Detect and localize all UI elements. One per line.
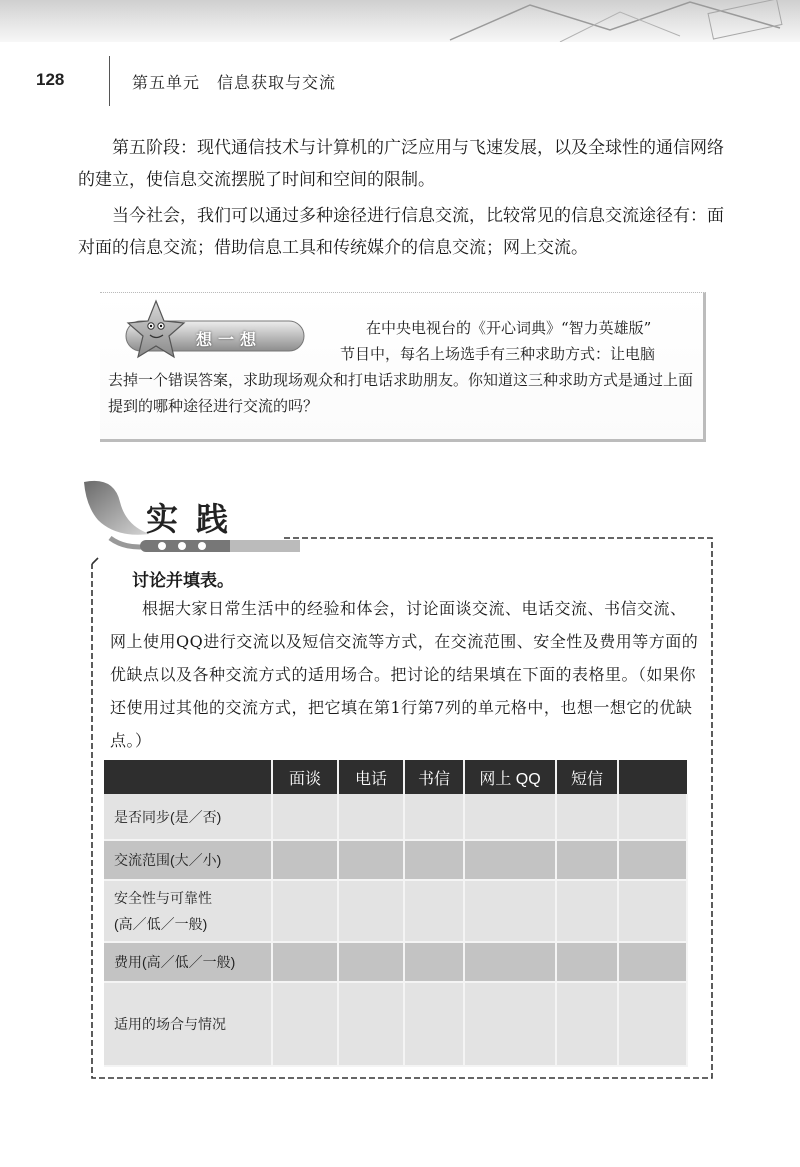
table-header-cell: 面谈 (272, 760, 338, 794)
row-label: 是否同步(是／否) (104, 794, 272, 840)
table-row (104, 840, 687, 880)
table-cell[interactable] (618, 840, 687, 880)
table-cell[interactable] (464, 880, 556, 942)
table-cell[interactable] (404, 880, 464, 942)
table-cell[interactable] (338, 982, 404, 1066)
table-cell[interactable] (464, 942, 556, 982)
table-cell[interactable] (338, 942, 404, 982)
task-description: 根据大家日常生活中的经验和体会，讨论面谈交流、电话交流、书信交流、网上使用QQ进行交流以及短信交流等方式，在交流范围、安全性及费用等方面的优缺点以及各种交流方式的适用场合。把讨论的结果填在下面的表格里。（如果你还使用过其他的交流方式，把它填在第1行第7列的单元格中，也想一想它的优缺点。） (110, 599, 699, 750)
table-cell[interactable] (338, 794, 404, 840)
table-row (104, 880, 687, 942)
table-cell[interactable] (272, 880, 338, 942)
table-header-cell (618, 760, 687, 794)
row-label (104, 880, 272, 942)
row-label-line: (高／低／一般) (114, 916, 208, 932)
table-header-cell: 电话 (338, 760, 404, 794)
task-title: 讨论并填表。 (132, 571, 234, 591)
paragraph-communication-ways: 当今社会，我们可以通过多种途径进行信息交流，比较常见的信息交流途径有：面对面的信息交流；借助信息工具和传统媒介的信息交流；网上交流。 (78, 206, 724, 258)
paragraph-stage-five: 第五阶段：现代通信技术与计算机的广泛应用与飞速发展，以及全球性的通信网络的建立，使信息交流摆脱了时间和空间的限制。 (78, 138, 724, 190)
top-decorative-band (0, 0, 800, 42)
table-row (104, 982, 687, 1066)
table-header-row (104, 760, 687, 794)
table-cell[interactable] (618, 794, 687, 840)
table-cell[interactable] (272, 794, 338, 840)
table-cell[interactable] (338, 880, 404, 942)
table-cell[interactable] (464, 982, 556, 1066)
comparison-table (104, 760, 688, 1067)
table-cell[interactable] (272, 942, 338, 982)
practice-title: 实践 (146, 500, 247, 538)
think-badge-label: 想一想 (196, 332, 263, 349)
think-line-2: 节目中，每名上场选手有三种求助方式：让电脑 (340, 345, 656, 363)
table-cell[interactable] (404, 840, 464, 880)
table-cell[interactable] (556, 840, 618, 880)
table-cell[interactable] (618, 982, 687, 1066)
table-cell[interactable] (556, 880, 618, 942)
table-cell[interactable] (618, 880, 687, 942)
table-cell[interactable] (464, 794, 556, 840)
table-cell[interactable] (556, 794, 618, 840)
table-cell[interactable] (338, 840, 404, 880)
table-header-cell: 短信 (556, 760, 618, 794)
think-question (108, 315, 698, 419)
row-label: 费用(高／低／一般) (104, 942, 272, 982)
table-cell[interactable] (404, 982, 464, 1066)
header-illustration (440, 0, 800, 42)
table-cell[interactable] (464, 840, 556, 880)
table-cell[interactable] (272, 840, 338, 880)
row-label: 交流范围(大／小) (104, 840, 272, 880)
table-cell[interactable] (556, 942, 618, 982)
row-label-line: 安全性与可靠性 (114, 890, 212, 906)
table-header-cell: 网上 QQ (464, 760, 556, 794)
row-label: 适用的场合与情况 (104, 982, 272, 1066)
table-cell[interactable] (618, 942, 687, 982)
table-cell[interactable] (272, 982, 338, 1066)
table-row (104, 942, 687, 982)
think-line-rest: 去掉一个错误答案，求助现场观众和打电话求助朋友。你知道这三种求助方式是通过上面提到的哪种途径进行交流的吗？ (108, 371, 694, 415)
table-row (104, 794, 687, 840)
header-divider (109, 56, 110, 106)
table-header-cell: 书信 (404, 760, 464, 794)
think-line-1: 在中央电视台的《开心词典》“智力英雄版” (366, 319, 652, 337)
page-number: 128 (36, 70, 65, 89)
table-cell[interactable] (404, 942, 464, 982)
swoosh-icon (84, 481, 150, 535)
think-box (100, 292, 706, 442)
table-header-cell (104, 760, 272, 794)
unit-title: 第五单元 信息获取与交流 (132, 75, 337, 92)
table-cell[interactable] (556, 982, 618, 1066)
table-cell[interactable] (404, 794, 464, 840)
